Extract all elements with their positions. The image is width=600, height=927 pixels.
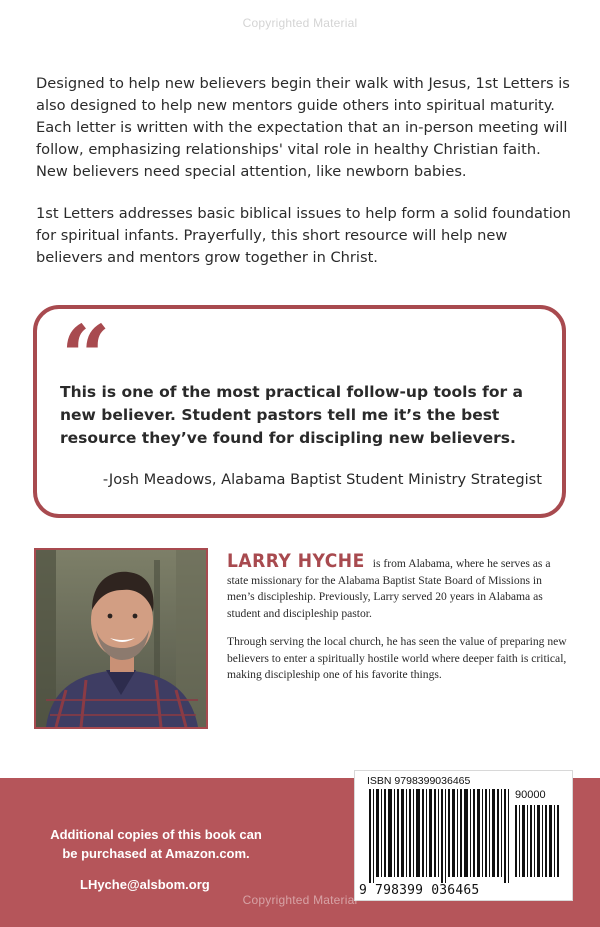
purchase-info-line-2: be purchased at Amazon.com. xyxy=(62,846,250,861)
endorsement-box xyxy=(33,305,566,518)
quote-mark-icon: “ xyxy=(61,307,111,408)
isbn-barcode xyxy=(354,770,573,901)
purchase-info xyxy=(36,825,276,863)
endorsement-quote: This is one of the most practical follow-up tools for a new believer. Student pastors tell me it’s the best resource they’ve found for discipling new believers. xyxy=(60,383,523,447)
author-portrait-image xyxy=(36,550,206,727)
copyright-watermark-bottom: Copyrighted Material xyxy=(242,893,358,907)
isbn-label: ISBN 9798399036465 xyxy=(367,775,471,787)
author-bio-paragraph-2: Through serving the local church, he has seen the value of preparing new believers to enter a spiritually hostile world where deeper faith is critical, making discipleship one of his favorite things. xyxy=(227,635,567,681)
purchase-info-line-1: Additional copies of this book can xyxy=(50,827,262,842)
endorsement-attribution: -Josh Meadows, Alabama Baptist Student Ministry Strategist xyxy=(102,471,542,488)
author-photo xyxy=(34,548,208,729)
author-name: LARRY HYCHE xyxy=(227,550,365,572)
intro-text xyxy=(36,73,576,289)
intro-paragraph-1: Designed to help new believers begin their walk with Jesus, 1st Letters is also designed to help new mentors guide others into spiritual maturity. Each letter is written with the expectation that an in-person meeting will follow, emphasizing relationships' vital role in healthy Christian faith. New believers need special attention, like newborn babies. xyxy=(36,75,570,180)
author-bio xyxy=(227,550,571,696)
copyright-watermark-top: Copyrighted Material xyxy=(242,16,358,30)
author-email: LHyche@alsbom.org xyxy=(80,877,210,892)
author-bio-paragraph-1: is from Alabama, where he serves as a state missionary for the Alabama Baptist State Board of Missions in men’s discipleship. Previously, Larry served 20 years in Alabama as student and discipleship pastor. xyxy=(227,557,551,620)
price-code: 90000 xyxy=(515,789,546,801)
barcode-icon xyxy=(361,789,567,883)
intro-paragraph-2: 1st Letters addresses basic biblical issues to help form a solid foundation for spiritual infants. Prayerfully, this short resource will help new believers and mentors grow together in Christ. xyxy=(36,205,571,266)
barcode-digits: 9 798399 036465 xyxy=(359,883,480,898)
